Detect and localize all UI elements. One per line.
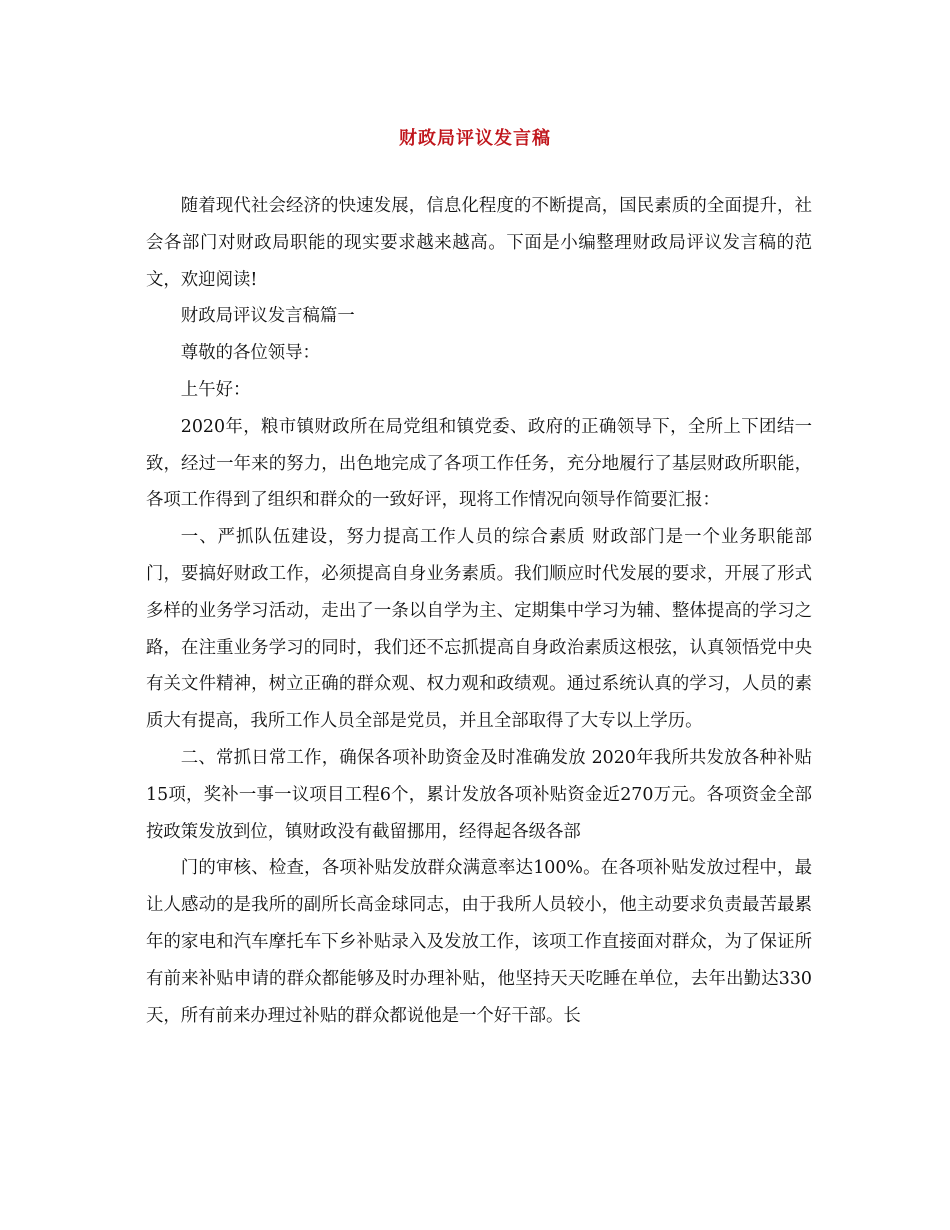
paragraph-point-one: 一、严抓队伍建设，努力提高工作人员的综合素质 财政部门是一个业务职能部门，要搞好财政工作，必须提高自身业务素质。我们顺应时代发展的要求，开展了形式多样的业务学习活动，走出了一条以自学为主、定期集中学习为辅、整体提高的学习之路，在注重业务学习的同时，我们还不忘抓提高自身政治素质这根弦，认真领悟党中央有关文件精神，树立正确的群众观、权力观和政绩观。通过系统认真的学习，人员的素质大有提高，我所工作人员全部是党员，并且全部取得了大专以上学历。: [146, 527, 812, 732]
paragraph-greeting: 上午好：: [180, 379, 251, 400]
paragraph-summary: 2020年，粮市镇财政所在局党组和镇党委、政府的正确领导下，全所上下团结一致，经过一年来的努力，出色地完成了各项工作任务，充分地履行了基层财政所职能，各项工作得到了组织和群众的一致好评，现将工作情况向领导作简要汇报：: [146, 416, 812, 511]
paragraph-point-two: 二、常抓日常工作，确保各项补助资金及时准确发放 2020年我所共发放各种补贴15项，奖补一事一议项目工程6个，累计发放各项补贴资金近270万元。各项资金全部按政策发放到位，镇财政没有截留挪用，经得起各级各部: [146, 747, 812, 842]
paragraph-salutation: 尊敬的各位领导：: [180, 343, 320, 364]
document-body: [146, 188, 812, 1034]
document-title: 财政局评议发言稿: [399, 128, 551, 149]
paragraph-section-heading: 财政局评议发言稿篇一: [180, 306, 355, 327]
paragraph-intro: 随着现代社会经济的快速发展，信息化程度的不断提高，国民素质的全面提升，社会各部门对财政局职能的现实要求越来越高。下面是小编整理财政局评议发言稿的范文，欢迎阅读!: [146, 196, 812, 290]
paragraph-continuation: 门的审核、检查，各项补贴发放群众满意率达100%。在各项补贴发放过程中，最让人感动的是我所的副所长高金球同志，由于我所人员较小，他主动要求负责最苦最累年的家电和汽车摩托车下乡补贴录入及发放工作，该项工作直接面对群众，为了保证所有前来补贴申请的群众都能够及时办理补贴，他坚持天天吃睡在单位，去年出勤达330天，所有前来办理过补贴的群众都说他是一个好干部。长: [146, 858, 812, 1026]
